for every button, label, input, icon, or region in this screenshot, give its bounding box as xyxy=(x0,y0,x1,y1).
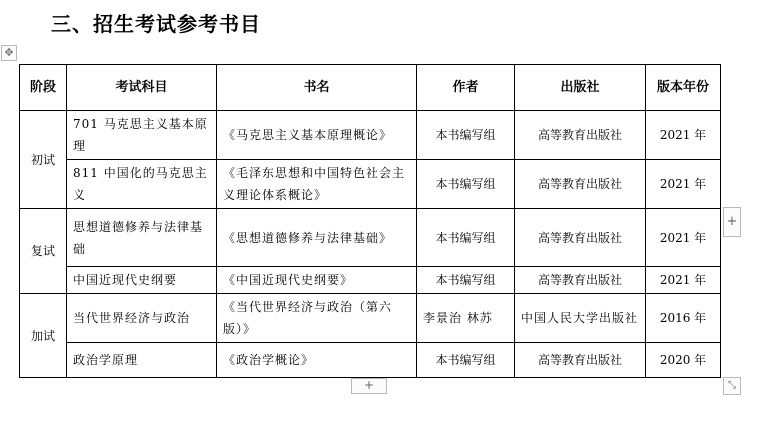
reference-books-table xyxy=(19,64,721,378)
plus-icon: + xyxy=(363,378,375,392)
subject-cell[interactable]: 中国近现代史纲要 xyxy=(67,267,217,294)
publisher-cell[interactable]: 高等教育出版社 xyxy=(515,209,646,267)
book-title-cell[interactable]: 《毛泽东思想和中国特色社会主义理论体系概论》 xyxy=(217,160,417,209)
subject-cell[interactable]: 811 中国化的马克思主义 xyxy=(67,160,217,209)
header-book-title: 书名 xyxy=(217,65,417,111)
section-heading: 三、招生考试参考书目 xyxy=(51,12,261,36)
subject-cell[interactable]: 政治学原理 xyxy=(67,343,217,378)
publisher-cell[interactable]: 高等教育出版社 xyxy=(515,267,646,294)
add-column-button[interactable] xyxy=(723,207,741,237)
plus-icon: + xyxy=(726,214,738,229)
book-title-cell[interactable]: 《当代世界经济与政治（第六版）》 xyxy=(217,294,417,343)
subject-cell[interactable]: 当代世界经济与政治 xyxy=(67,294,217,343)
author-cell[interactable]: 李景治 林苏 xyxy=(417,294,515,343)
add-row-button[interactable] xyxy=(351,378,387,394)
book-title-cell[interactable]: 《政治学概论》 xyxy=(217,343,417,378)
publisher-cell[interactable]: 高等教育出版社 xyxy=(515,111,646,160)
book-title-cell[interactable]: 《思想道德修养与法律基础》 xyxy=(217,209,417,267)
header-subject: 考试科目 xyxy=(67,65,217,111)
edition-year-cell[interactable]: 2021 年 xyxy=(646,267,721,294)
stage-cell[interactable]: 初试 xyxy=(20,111,67,209)
table-row xyxy=(20,343,721,378)
stage-cell[interactable]: 加试 xyxy=(20,294,67,378)
header-author: 作者 xyxy=(417,65,515,111)
edition-year-cell[interactable]: 2016 年 xyxy=(646,294,721,343)
move-icon[interactable]: ✥ xyxy=(1,45,17,61)
table-row xyxy=(20,209,721,267)
author-cell[interactable]: 本书编写组 xyxy=(417,111,515,160)
table-header-row xyxy=(20,65,721,111)
stage-cell[interactable]: 复试 xyxy=(20,209,67,294)
table-row xyxy=(20,160,721,209)
publisher-cell[interactable]: 中国人民大学出版社 xyxy=(515,294,646,343)
author-cell[interactable]: 本书编写组 xyxy=(417,267,515,294)
subject-cell[interactable]: 思想道德修养与法律基础 xyxy=(67,209,217,267)
table-row xyxy=(20,111,721,160)
book-title-cell[interactable]: 《中国近现代史纲要》 xyxy=(217,267,417,294)
edition-year-cell[interactable]: 2020 年 xyxy=(646,343,721,378)
edition-year-cell[interactable]: 2021 年 xyxy=(646,111,721,160)
author-cell[interactable]: 本书编写组 xyxy=(417,160,515,209)
publisher-cell[interactable]: 高等教育出版社 xyxy=(515,343,646,378)
table-row xyxy=(20,294,721,343)
edition-year-cell[interactable]: 2021 年 xyxy=(646,209,721,267)
header-publisher: 出版社 xyxy=(515,65,646,111)
edition-year-cell[interactable]: 2021 年 xyxy=(646,160,721,209)
book-title-cell[interactable]: 《马克思主义基本原理概论》 xyxy=(217,111,417,160)
header-stage: 阶段 xyxy=(20,65,67,111)
resize-icon[interactable]: ⤡ xyxy=(723,377,741,395)
subject-cell[interactable]: 701 马克思主义基本原理 xyxy=(67,111,217,160)
header-edition-year: 版本年份 xyxy=(646,65,721,111)
author-cell[interactable]: 本书编写组 xyxy=(417,343,515,378)
table-row xyxy=(20,267,721,294)
publisher-cell[interactable]: 高等教育出版社 xyxy=(515,160,646,209)
author-cell[interactable]: 本书编写组 xyxy=(417,209,515,267)
